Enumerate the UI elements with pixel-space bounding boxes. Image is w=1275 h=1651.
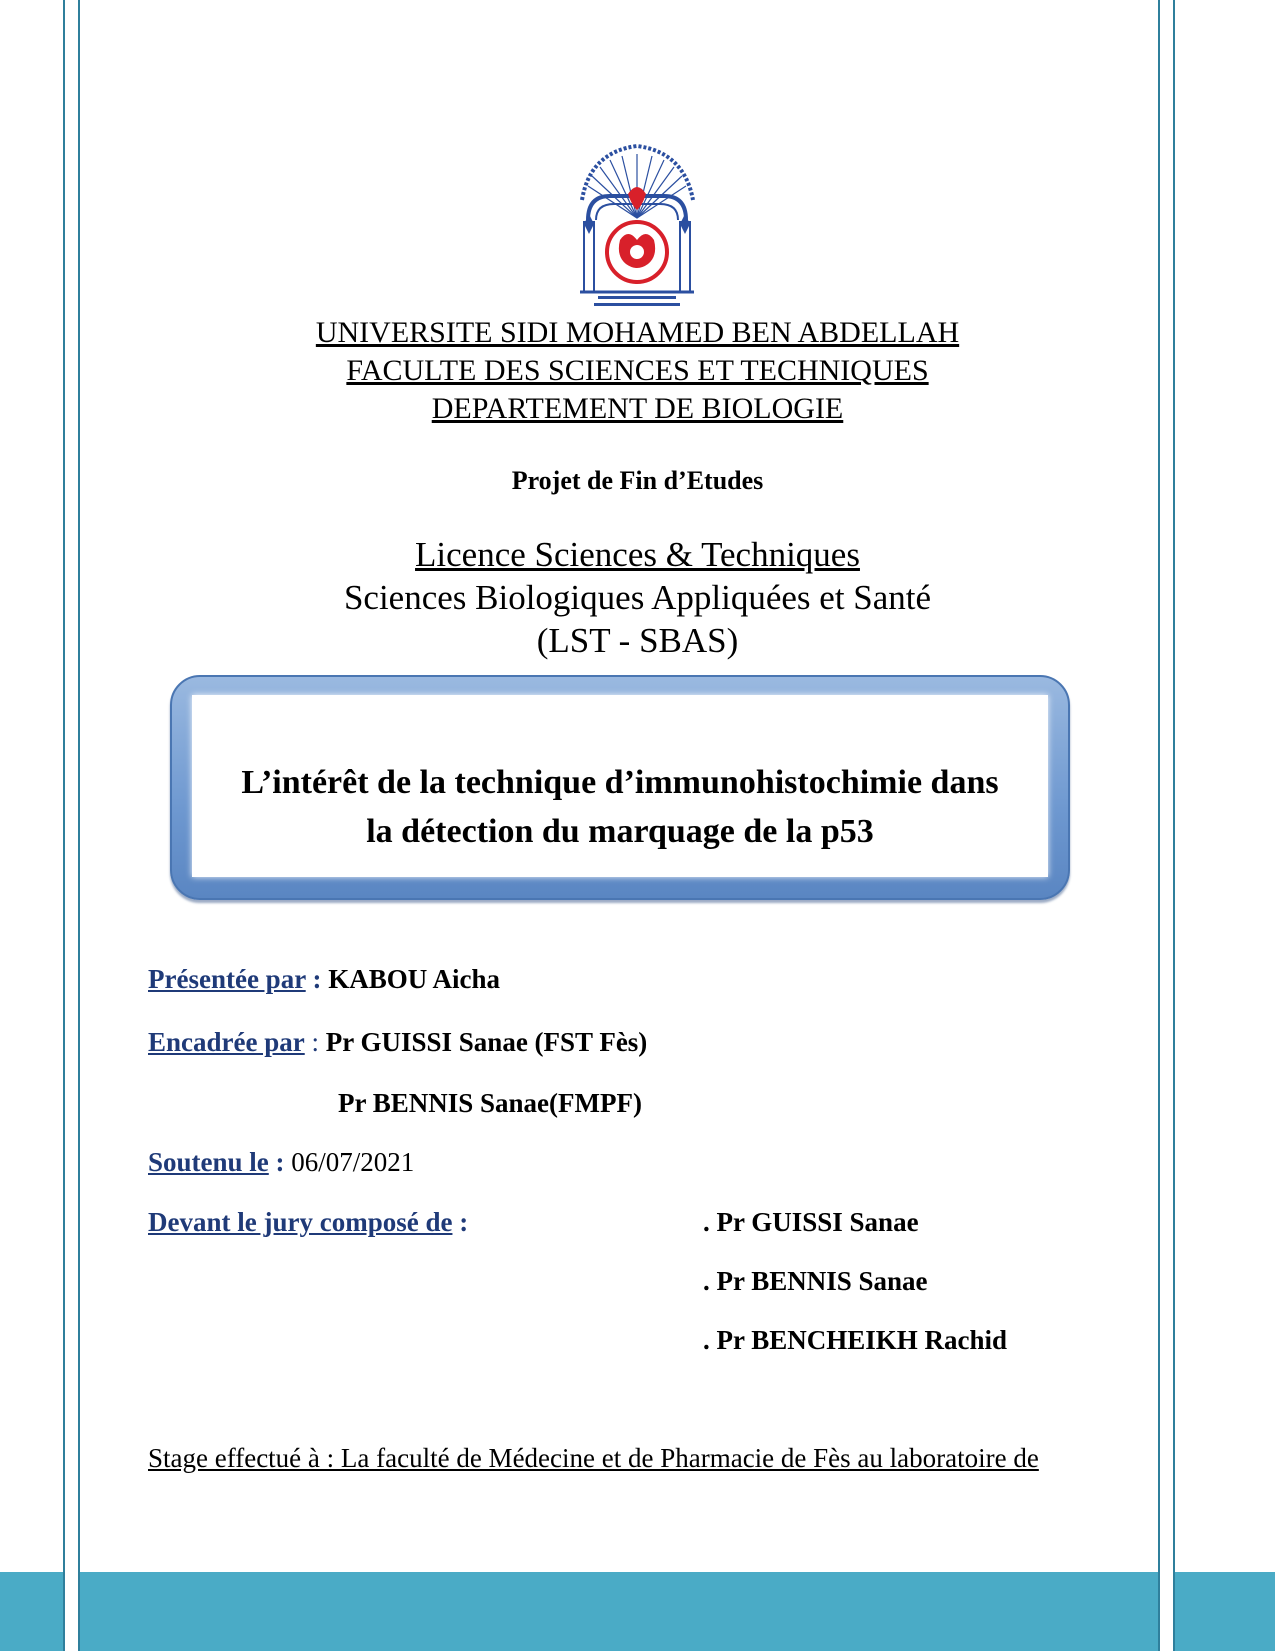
thesis-title-line-1: L’intérêt de la technique d’immunohistochimie dans bbox=[241, 764, 999, 801]
department-name: DEPARTEMENT DE BIOLOGIE bbox=[431, 392, 844, 425]
defended-on-separator: : bbox=[268, 1147, 292, 1177]
jury-member: . Pr GUISSI Sanae bbox=[703, 1207, 919, 1237]
jury-row bbox=[148, 1207, 468, 1238]
faculty-name: FACULTE DES SCIENCES ET TECHNIQUES bbox=[346, 354, 929, 387]
jury-member: . Pr BENNIS Sanae bbox=[703, 1266, 928, 1296]
defended-on-row bbox=[148, 1147, 414, 1178]
presented-by-value: KABOU Aicha bbox=[328, 964, 500, 994]
degree-line-1: Licence Sciences & Techniques bbox=[415, 535, 860, 574]
defended-on-label: Soutenu le bbox=[148, 1147, 269, 1177]
university-name: UNIVERSITE SIDI MOHAMED BEN ABDELLAH bbox=[315, 316, 960, 349]
frame-line-left-inner bbox=[78, 0, 80, 1651]
defended-on-date: 06/07/2021 bbox=[291, 1147, 415, 1177]
supervised-by-row bbox=[148, 1027, 647, 1058]
thesis-title bbox=[192, 758, 1048, 856]
presented-by-label: Présentée par bbox=[148, 964, 306, 994]
jury-member: . Pr BENCHEIKH Rachid bbox=[703, 1325, 1008, 1355]
frame-line-left-outer bbox=[63, 0, 65, 1651]
bottom-band bbox=[80, 1572, 1158, 1651]
bottom-band-right bbox=[1175, 1572, 1275, 1651]
title-box bbox=[192, 695, 1048, 877]
degree-line-3: (LST - SBAS) bbox=[536, 621, 739, 660]
supervisor-2: Pr BENNIS Sanae(FMPF) bbox=[338, 1088, 642, 1118]
internship-location: Stage effectué à : La faculté de Médecine et de Pharmacie de Fès au laboratoire de bbox=[148, 1443, 1039, 1473]
frame-line-right-inner bbox=[1158, 0, 1160, 1651]
thesis-title-line-2: la détection du marquage de la p53 bbox=[366, 813, 874, 850]
presented-by-separator: : bbox=[305, 964, 329, 994]
supervised-by-label: Encadrée par bbox=[148, 1027, 305, 1057]
supervisor-1: Pr GUISSI Sanae (FST Fès) bbox=[325, 1027, 648, 1057]
supervised-by-separator: : bbox=[304, 1027, 326, 1057]
project-type: Projet de Fin d’Etudes bbox=[511, 466, 764, 495]
jury-separator: : bbox=[452, 1207, 469, 1237]
bottom-band-left bbox=[0, 1572, 63, 1651]
presented-by-row bbox=[148, 964, 500, 995]
degree-line-2: Sciences Biologiques Appliquées et Santé bbox=[343, 578, 932, 617]
jury-label: Devant le jury composé de bbox=[148, 1207, 453, 1237]
frame-line-right-outer bbox=[1173, 0, 1175, 1651]
title-frame bbox=[170, 675, 1070, 900]
university-logo bbox=[570, 140, 705, 312]
